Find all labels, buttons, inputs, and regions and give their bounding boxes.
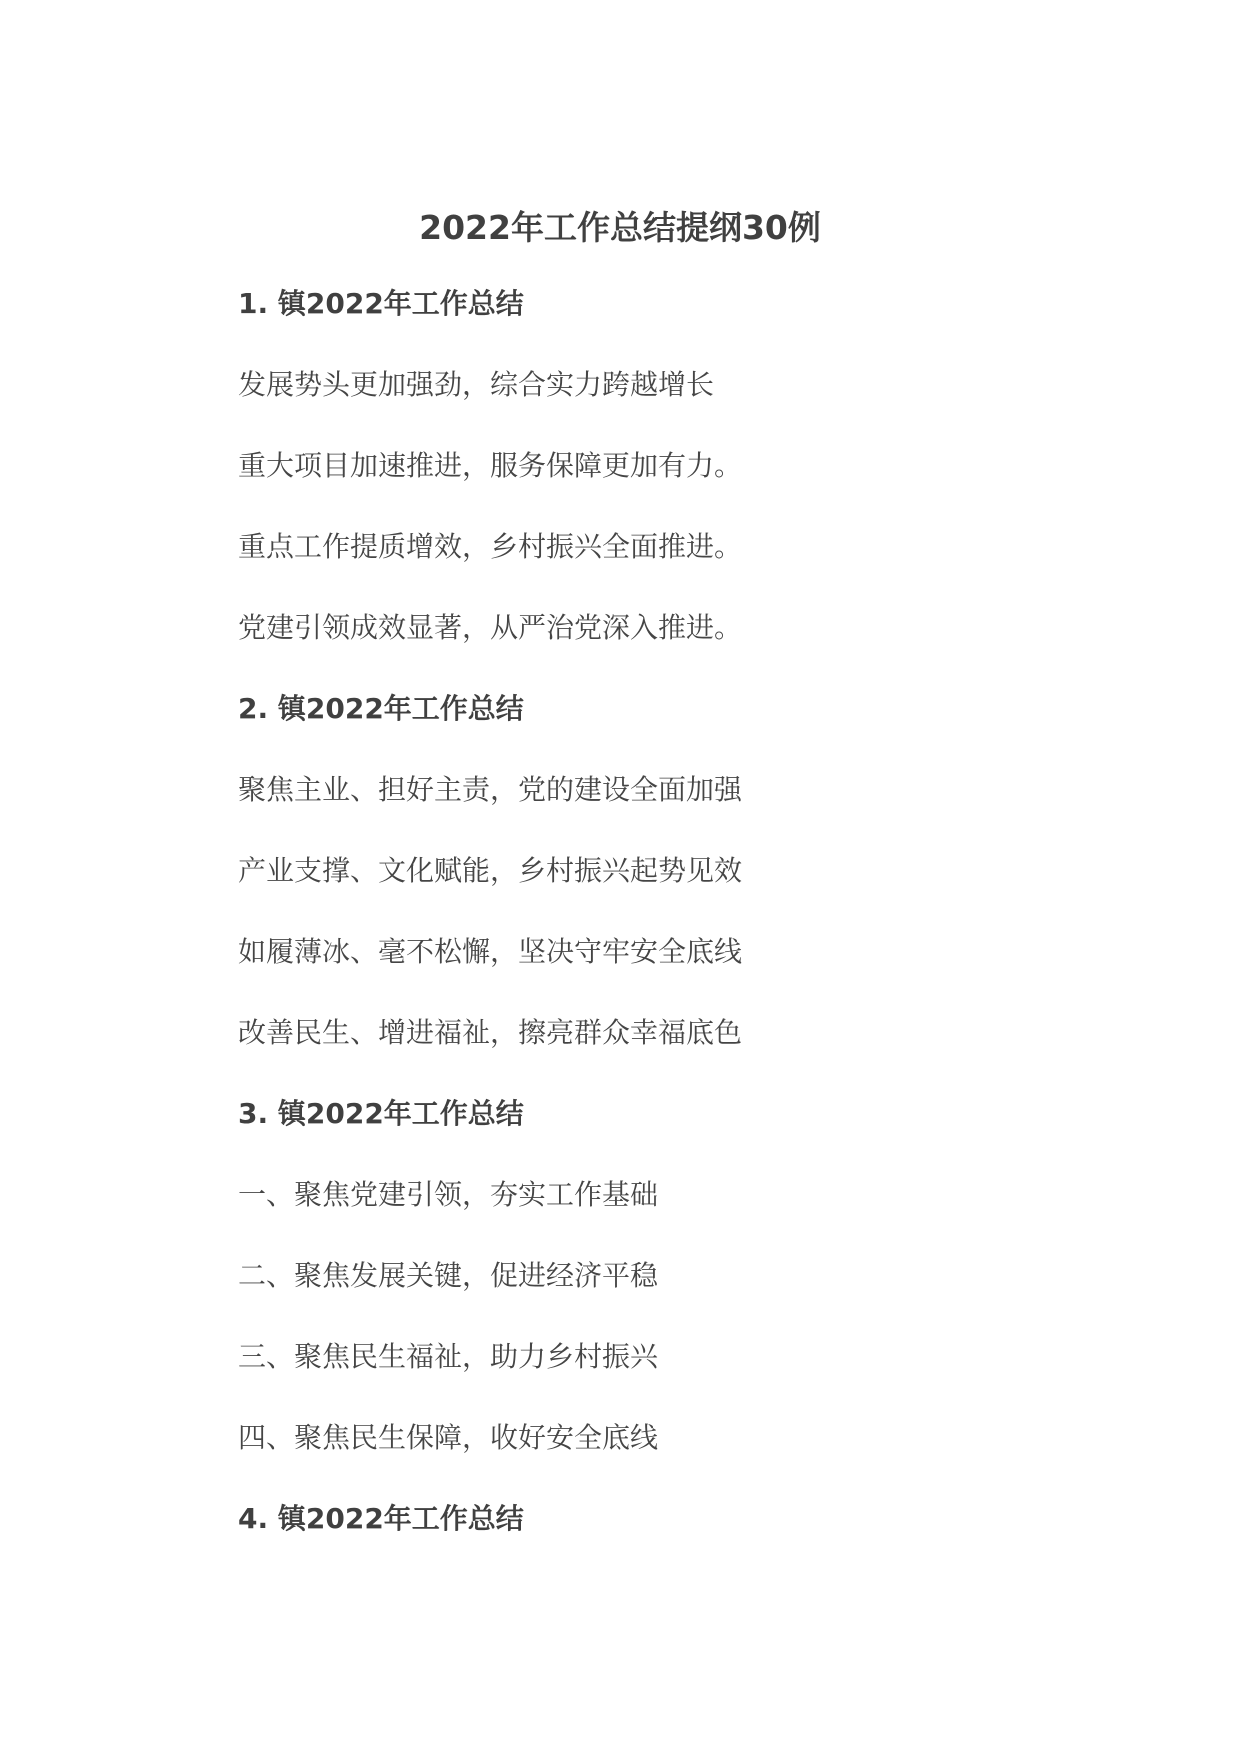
list-item: 党建引领成效显著，从严治党深入推进。 [238, 611, 743, 644]
section-4 [238, 1499, 1138, 1539]
list-item: 重大项目加速推进，服务保障更加有力。 [238, 449, 743, 482]
document-body [238, 284, 1138, 1580]
list-item: 聚焦主业、担好主责，党的建设全面加强 [238, 773, 743, 806]
list-item: 三、聚焦民生福祉，助力乡村振兴 [238, 1340, 659, 1373]
section-heading: 4. 镇2022年工作总结 [238, 1502, 524, 1535]
section-1 [238, 284, 1138, 648]
list-item: 发展势头更加强劲，综合实力跨越增长 [238, 368, 715, 401]
list-item: 如履薄冰、毫不松懈，坚决守牢安全底线 [238, 935, 743, 968]
list-item: 二、聚焦发展关键，促进经济平稳 [238, 1259, 659, 1292]
list-item: 改善民生、增进福祉，擦亮群众幸福底色 [238, 1016, 743, 1049]
list-item: 产业支撑、文化赋能，乡村振兴起势见效 [238, 854, 743, 887]
section-heading: 2. 镇2022年工作总结 [238, 692, 524, 725]
list-item: 一、聚焦党建引领，夯实工作基础 [238, 1178, 659, 1211]
page-title: 2022年工作总结提纲30例 [419, 208, 821, 247]
list-item: 重点工作提质增效，乡村振兴全面推进。 [238, 530, 743, 563]
section-heading: 1. 镇2022年工作总结 [238, 287, 524, 320]
section-2 [238, 689, 1138, 1053]
section-3 [238, 1094, 1138, 1458]
section-heading: 3. 镇2022年工作总结 [238, 1097, 524, 1130]
list-item: 四、聚焦民生保障，收好安全底线 [238, 1421, 659, 1454]
